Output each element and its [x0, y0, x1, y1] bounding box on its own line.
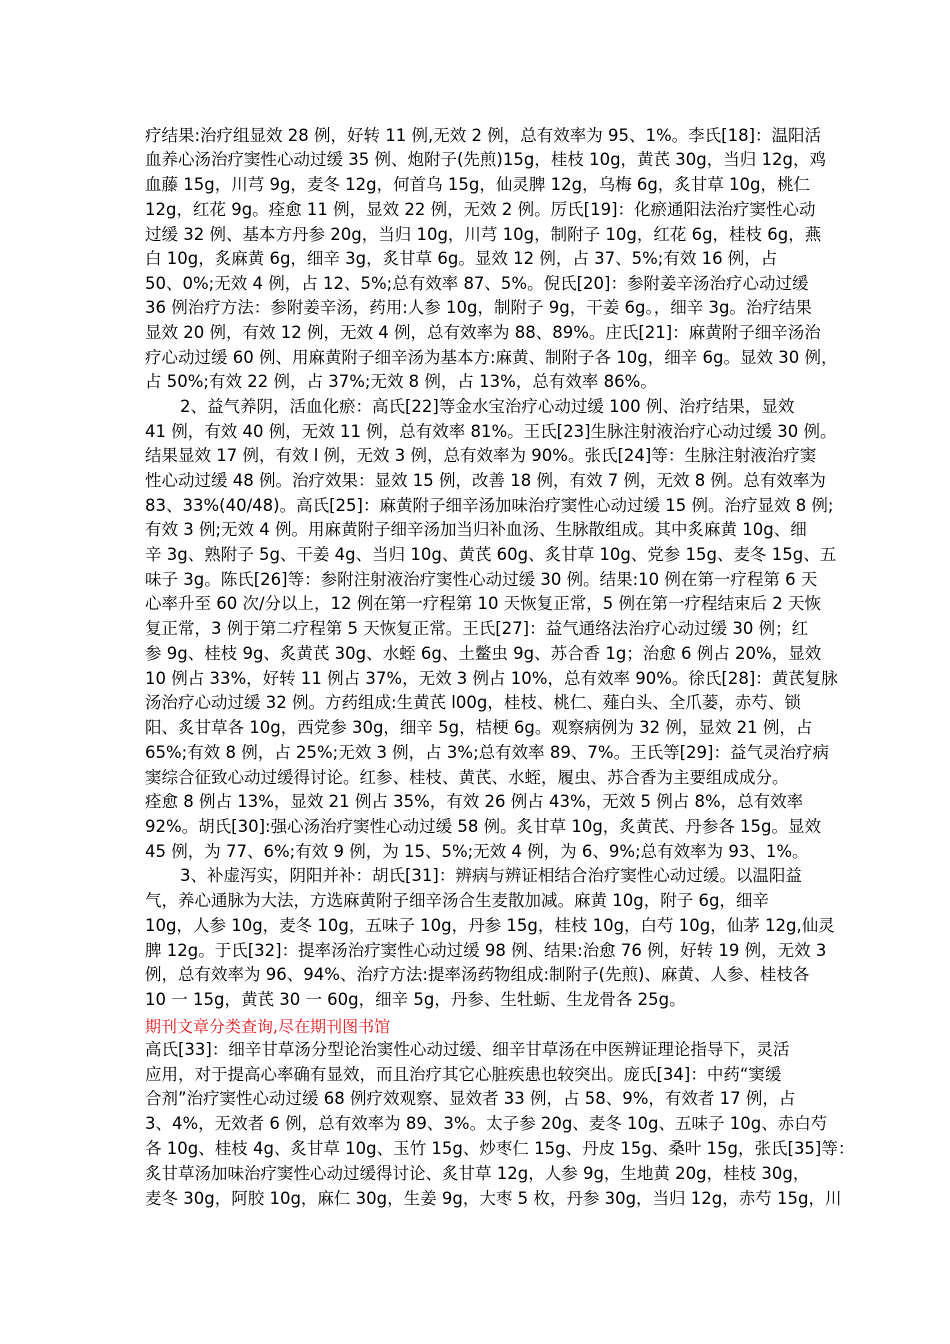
text-line: 各 10g、桂枝 4g、炙甘草 10g、玉竹 15g、炒枣仁 15g、丹皮 15g、桑叶 15g，张氏[35]等：: [145, 1139, 855, 1158]
text-line: 50、0%;无效 4 例，占 12、5%;总有效率 87、5%。倪氏[20]：参附姜辛汤治疗心动过缓: [145, 274, 809, 293]
text-line: 显效 20 例，有效 12 例，无效 4 例，总有效率为 88、89%。庄氏[21]：麻黄附子细辛汤治: [145, 323, 821, 342]
text-line: 痊愈 8 例占 13%，显效 21 例占 35%，有效 26 例占 43%，无效 5 例占 8%，总有效率: [145, 792, 804, 811]
text-line: 炙甘草汤加味治疗窦性心动过缓得讨论、炙甘草 12g，人参 9g，生地黄 20g，桂枝 30g，: [145, 1164, 810, 1183]
text-line: 3、4%，无效者 6 例，总有效率为 89、3%。太子参 20g、麦冬 10g、五味子 10g、赤白芍: [145, 1114, 828, 1133]
text-line: 心率升至 60 次/分以上，12 例在第一疗程第 10 天恢复正常，5 例在第一疗程结束后 2 天恢: [145, 594, 822, 613]
text-line: 过缓 32 例、基本方丹参 20g，当归 10g，川芎 10g，制附子 10g，红花 6g，桂枝 6g，燕: [145, 225, 822, 244]
text-line: 占 50%;有效 22 例，占 37%;无效 8 例，占 13%，总有效率 86%。: [145, 372, 657, 391]
text-line: 辛 3g、熟附子 5g、干姜 4g、当归 10g、黄芪 60g、炙甘草 10g、党参 15g、麦冬 15g、五: [145, 545, 837, 564]
text-line: 疗心动过缓 60 例、用麻黄附子细辛汤为基本方:麻黄、制附子各 10g，细辛 6g。显效 30 例，: [145, 348, 838, 367]
text-line: 性心动过缓 48 例。治疗效果：显效 15 例，改善 18 例，有效 7 例，无效 8 例。总有效率为: [145, 471, 826, 490]
text-line: 麦冬 30g，阿胶 10g，麻仁 30g，生姜 9g，大枣 5 枚，丹参 30g，当归 12g，赤芍 15g，川: [145, 1189, 842, 1208]
text-line: 36 例治疗方法：参附姜辛汤，药用:人参 10g，制附子 9g，干姜 6g。，细辛 3g。治疗结果: [145, 298, 812, 317]
journal-link[interactable]: 期刊文章分类查询,尽在期刊图书馆: [145, 1017, 391, 1036]
text-line: 脾 12g。于氏[32]：提率汤治疗窦性心动过缓 98 例、结果:治愈 76 例，好转 19 例，无效 3: [145, 941, 827, 960]
text-line: 12g，红花 9g。痊愈 11 例，显效 22 例，无效 2 例。厉氏[19]：化瘀通阳法治疗窦性心动: [145, 200, 816, 219]
text-line: 汤治疗心动过缓 32 例。方药组成:生黄芪 l00g，桂枝、桃仁、薤白头、全爪蒌，赤芍、锁: [145, 693, 801, 712]
text-line: 血养心汤治疗窦性心动过缓 35 例、炮附子(先煎)15g，桂枝 10g，黄芪 30g，当归 12g，鸡: [145, 150, 826, 169]
text-line: 10 例占 33%，好转 11 例占 37%，无效 3 例占 10%，总有效率 90%。徐氏[28]：黄芪复脉: [145, 669, 838, 688]
text-line: 有效 3 例;无效 4 例。用麻黄附子细辛汤加当归补血汤、生脉散组成。其中炙麻黄 10g、细: [145, 520, 807, 539]
text-line: 2、益气养阴，活血化瘀：高氏[22]等金水宝治疗心动过缓 100 例、治疗结果，显效: [180, 397, 795, 416]
text-line: 参 9g、桂枝 9g、炙黄芪 30g、水蛭 6g、土鳖虫 9g、苏合香 1g；治愈 6 例占 20%，显效: [145, 644, 822, 663]
text-line: 83、33%(40/48)。高氏[25]：麻黄附子细辛汤加味治疗窦性心动过缓 15 例。治疗显效 8 例;: [145, 496, 834, 515]
text-line: 疗结果:治疗组显效 28 例，好转 11 例,无效 2 例，总有效率为 95、1%。李氏[18]：温阳活: [145, 126, 822, 145]
text-line: 45 例，为 77、6%;有效 9 例，为 15、5%;无效 4 例，为 6、9%;总有效率为 93、1%。: [145, 842, 809, 861]
text-line: 92%。胡氏[30]:强心汤治疗窦性心动过缓 58 例。炙甘草 10g，炙黄芪、丹参各 15g。显效: [145, 817, 822, 836]
text-line: 41 例，有效 40 例，无效 11 例，总有效率 81%。王氏[23]生脉注射液治疗心动过缓 30 例。: [145, 422, 837, 441]
text-line: 10 一 15g，黄芪 30 一 60g，细辛 5g，丹参、生牡蛎、生龙骨各 25g。: [145, 990, 686, 1009]
text-line: 高氏[33]：细辛甘草汤分型论治窦性心动过缓、细辛甘草汤在中医辨证理论指导下，灵活: [145, 1040, 790, 1059]
text-line: 应用，对于提高心率确有显效，而且治疗其它心脏疾患也较突出。庞氏[34]：中药“窦缓: [145, 1065, 782, 1084]
text-line: 10g，人参 10g，麦冬 10g，五味子 10g，丹参 15g，桂枝 10g，白芍 10g，仙茅 12g,仙灵: [145, 916, 835, 935]
text-line: 65%;有效 8 例，占 25%;无效 3 例，占 3%;总有效率 89、7%。王氏等[29]：益气灵治疗病: [145, 743, 829, 762]
text-line: 白 10g，炙麻黄 6g，细辛 3g，炙甘草 6g。显效 12 例，占 37、5%;有效 16 例，占: [145, 249, 778, 268]
text-line: 例，总有效率为 96、94%、治疗方法:提率汤药物组成:制附子(先煎)、麻黄、人参、桂枝各: [145, 965, 810, 984]
text-line: 窦综合征致心动过缓得讨论。红参、桂枝、黄芪、水蛭，履虫、苏合香为主要组成成分。: [145, 768, 789, 787]
text-line: 血藤 15g，川芎 9g，麦冬 12g，何首乌 15g，仙灵脾 12g，乌梅 6g，炙甘草 10g，桃仁: [145, 175, 811, 194]
text-line: 复正常，3 例于第二疗程第 5 天恢复正常。王氏[27]：益气通络法治疗心动过缓 30 例；红: [145, 619, 809, 638]
text-line: 气，养心通脉为大法，方选麻黄附子细辛汤合生麦散加减。麻黄 10g，附子 6g，细辛: [145, 891, 769, 910]
text-line: 味子 3g。陈氏[26]等：参附注射液治疗窦性心动过缓 30 例。结果:10 例在第一疗程第 6 天: [145, 570, 818, 589]
text-line: 合剂”治疗窦性心动过缓 68 例疗效观察、显效者 33 例，占 58、9%，有效者 17 例，占: [145, 1089, 796, 1108]
text-line: 阳、炙甘草各 10g，西党参 30g，细辛 5g，桔梗 6g。观察病例为 32 例，显效 21 例，占: [145, 718, 813, 737]
text-line: 3、补虚泻实，阴阳并补：胡氏[31]：辨病与辨证相结合治疗窦性心动过缓。以温阳益: [180, 866, 802, 885]
text-line: 结果显效 17 例，有效 l 例，无效 3 例，总有效率为 90%。张氏[24]等：生脉注射液治疗窦: [145, 446, 817, 465]
